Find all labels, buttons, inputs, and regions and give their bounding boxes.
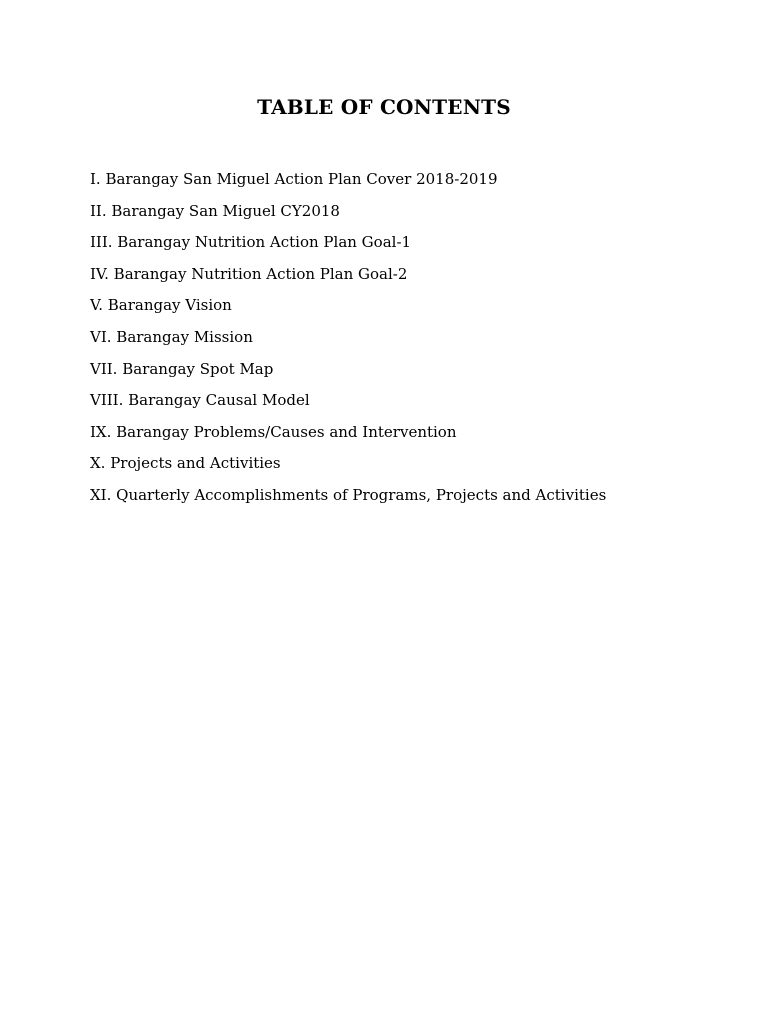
toc-entry: X. Projects and Activities (90, 454, 281, 473)
toc-entry: VIII. Barangay Causal Model (90, 391, 310, 410)
toc-entry: VII. Barangay Spot Map (90, 359, 274, 378)
page-title: TABLE OF CONTENTS (257, 95, 511, 119)
toc-list (90, 168, 730, 516)
toc-entry: V. Barangay Vision (90, 296, 232, 315)
toc-entry: IV. Barangay Nutrition Action Plan Goal-2 (90, 264, 408, 283)
toc-entry: I. Barangay San Miguel Action Plan Cover 2018-2019 (90, 170, 498, 188)
toc-entry: IX. Barangay Problems/Causes and Intervention (90, 422, 457, 441)
toc-entry: XI. Quarterly Accomplishments of Programs, Projects and Activities (90, 485, 607, 504)
toc-entry: III. Barangay Nutrition Action Plan Goal-1 (90, 233, 412, 252)
toc-entry: VI. Barangay Mission (90, 327, 253, 346)
toc-entry: II. Barangay San Miguel CY2018 (90, 201, 340, 220)
